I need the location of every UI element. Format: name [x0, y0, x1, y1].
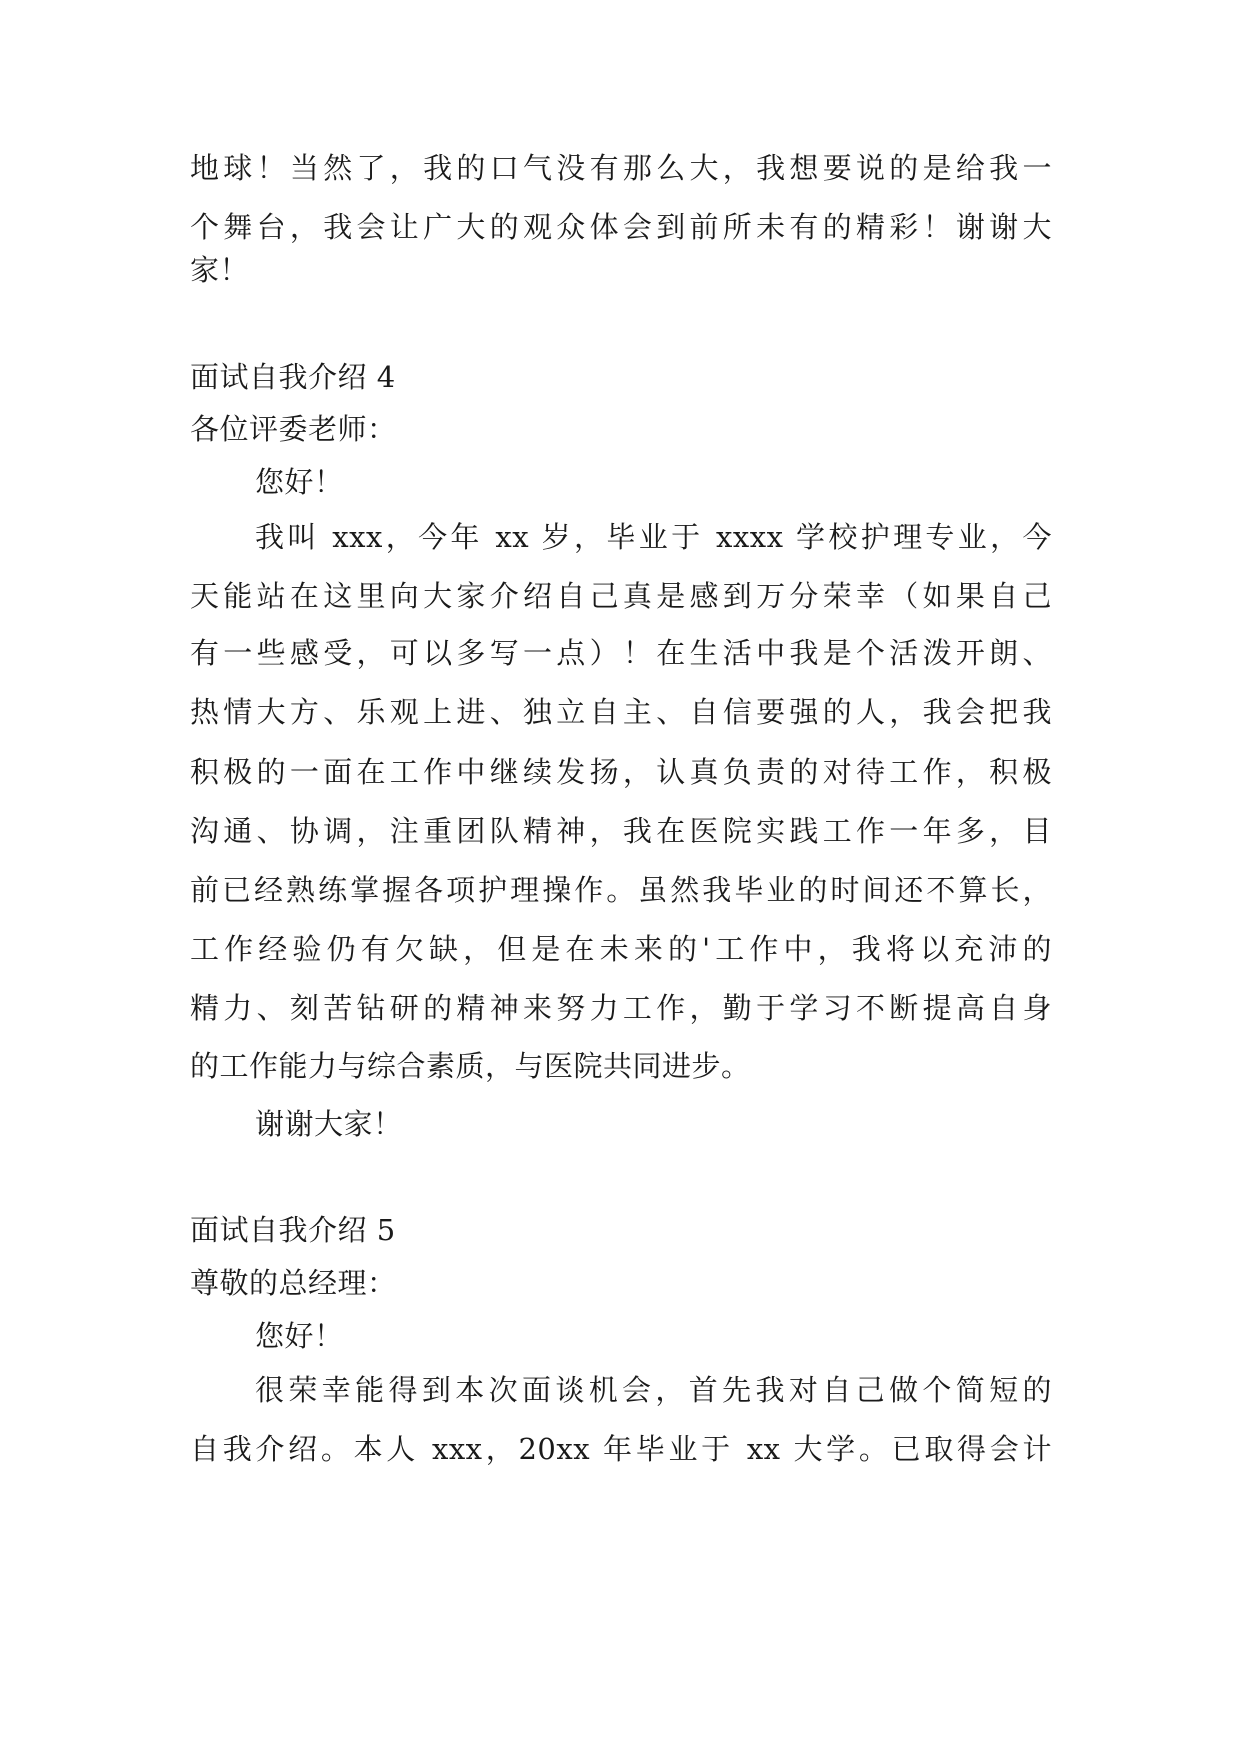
paragraph-line: 自我介绍。本人 xxx，20xx 年毕业于 xx 大学。已取得会计 [190, 1432, 1052, 1466]
paragraph-line: 家！ [190, 253, 250, 287]
paragraph-line: 地球！当然了，我的口气没有那么大，我想要说的是给我一 [190, 151, 1052, 185]
paragraph-line: 精力、刻苦钻研的精神来努力工作，勤于学习不断提高自身 [190, 991, 1052, 1025]
salutation: 尊敬的总经理： [190, 1266, 397, 1300]
paragraph-line: 积极的一面在工作中继续发扬，认真负责的对待工作，积极 [190, 755, 1052, 789]
paragraph-line: 很荣幸能得到本次面谈机会，首先我对自己做个简短的 [255, 1373, 1052, 1407]
paragraph-line: 热情大方、乐观上进、独立自主、自信要强的人，我会把我 [190, 695, 1052, 729]
section-title: 面试自我介绍 4 [190, 360, 396, 394]
paragraph-line: 的工作能力与综合素质，与医院共同进步。 [190, 1049, 751, 1083]
paragraph-line: 个舞台，我会让广大的观众体会到前所未有的精彩！谢谢大 [190, 210, 1052, 244]
section-title: 面试自我介绍 5 [190, 1213, 396, 1247]
paragraph-line: 前已经熟练掌握各项护理操作。虽然我毕业的时间还不算长， [190, 873, 1052, 907]
paragraph-line: 天能站在这里向大家介绍自己真是感到万分荣幸（如果自己 [190, 579, 1052, 613]
paragraph-line: 有一些感受，可以多写一点）！在生活中我是个活泼开朗、 [190, 636, 1052, 670]
paragraph-line: 我叫 xxx，今年 xx 岁，毕业于 xxxx 学校护理专业，今 [255, 520, 1052, 554]
salutation: 各位评委老师： [190, 412, 397, 446]
closing-line: 谢谢大家！ [255, 1107, 403, 1141]
paragraph-line: 沟通、协调，注重团队精神，我在医院实践工作一年多，目 [190, 814, 1052, 848]
paragraph-line: 工作经验仍有欠缺，但是在未来的'工作中，我将以充沛的 [190, 932, 1052, 966]
greeting: 您好！ [255, 1319, 344, 1353]
greeting: 您好！ [255, 465, 344, 499]
